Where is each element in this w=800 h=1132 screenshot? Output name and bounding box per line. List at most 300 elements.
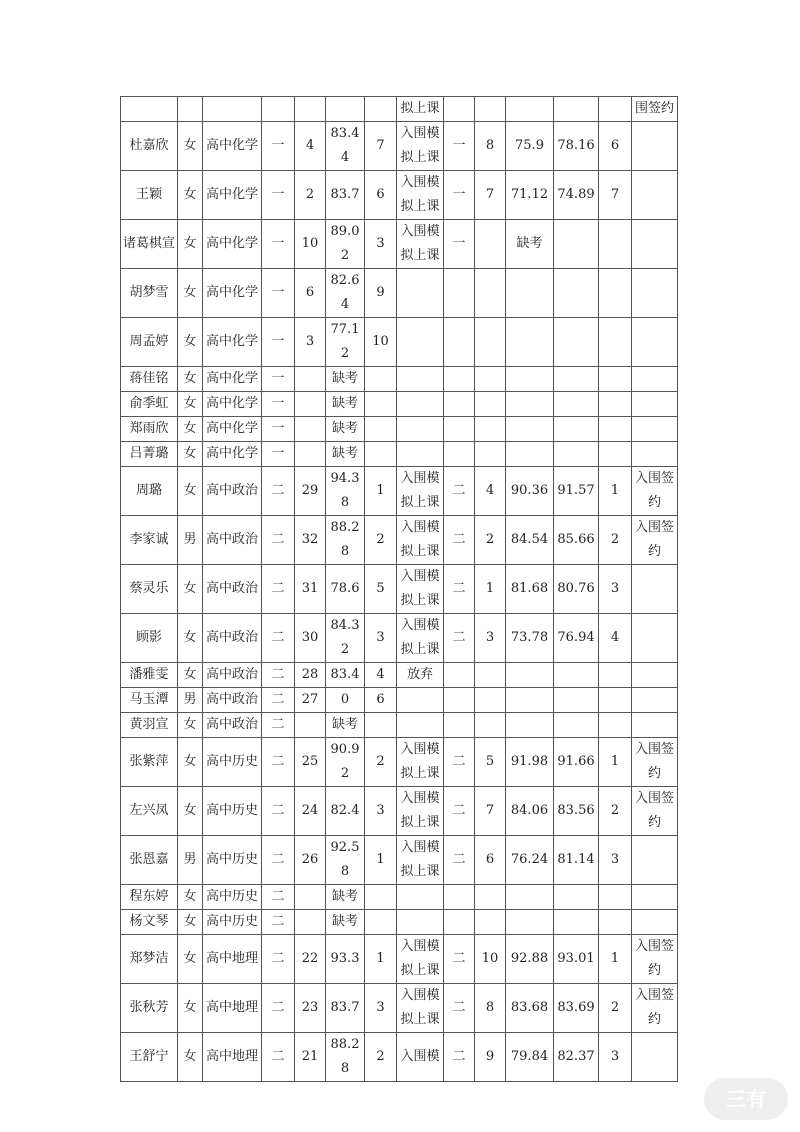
cell-written-score: 缺考: [326, 442, 365, 467]
cell-subject: 高中化学: [203, 171, 262, 220]
cell-written-score: 93.3: [326, 935, 365, 984]
cell-group: 二: [262, 885, 295, 910]
cell-total-score: [554, 688, 599, 713]
cell-name: 张恩嘉: [121, 836, 178, 885]
cell-total-rank: [599, 97, 632, 122]
cell-interview-seq: 8: [475, 122, 506, 171]
cell-total-score: 78.16: [554, 122, 599, 171]
cell-written-rank: 9: [365, 269, 397, 318]
cell-status: 入围模拟上课: [397, 738, 444, 787]
table-row: [121, 910, 678, 935]
cell-total-score: 83.56: [554, 787, 599, 836]
cell-interview-seq: 2: [475, 516, 506, 565]
cell-written-score: 83.7: [326, 984, 365, 1033]
cell-group: 一: [262, 171, 295, 220]
cell-result: [632, 565, 678, 614]
cell-seq: 6: [295, 269, 326, 318]
cell-name: 张秋芳: [121, 984, 178, 1033]
table-row: [121, 738, 678, 787]
cell-interview-seq: [475, 885, 506, 910]
cell-seq: [295, 910, 326, 935]
cell-interview-seq: [475, 367, 506, 392]
cell-interview-seq: 4: [475, 467, 506, 516]
cell-gender: 男: [178, 688, 203, 713]
cell-seq: [295, 442, 326, 467]
cell-total-rank: [599, 688, 632, 713]
cell-seq: [295, 392, 326, 417]
cell-written-rank: 6: [365, 688, 397, 713]
cell-group: 一: [262, 122, 295, 171]
cell-interview-seq: 5: [475, 738, 506, 787]
cell-interview-seq: [475, 220, 506, 269]
cell-interview-group: [444, 663, 475, 688]
cell-gender: 女: [178, 663, 203, 688]
table-row: [121, 663, 678, 688]
cell-interview-score: [506, 269, 554, 318]
cell-result: [632, 663, 678, 688]
cell-written-rank: 1: [365, 836, 397, 885]
cell-name: 蔡灵乐: [121, 565, 178, 614]
cell-interview-score: 81.68: [506, 565, 554, 614]
cell-group: 二: [262, 738, 295, 787]
cell-seq: [295, 885, 326, 910]
cell-subject: 高中政治: [203, 516, 262, 565]
cell-total-score: 76.94: [554, 614, 599, 663]
cell-group: 二: [262, 467, 295, 516]
cell-status: 入围模拟上课: [397, 787, 444, 836]
cell-total-rank: 2: [599, 516, 632, 565]
cell-gender: 女: [178, 910, 203, 935]
cell-interview-score: 71.12: [506, 171, 554, 220]
cell-subject: [203, 97, 262, 122]
cell-interview-seq: [475, 417, 506, 442]
cell-interview-seq: [475, 663, 506, 688]
cell-written-rank: 3: [365, 614, 397, 663]
cell-written-rank: 2: [365, 1033, 397, 1082]
cell-interview-group: 二: [444, 935, 475, 984]
cell-total-rank: 3: [599, 1033, 632, 1082]
cell-written-score: 缺考: [326, 713, 365, 738]
cell-written-score: 83.4: [326, 663, 365, 688]
cell-interview-seq: 7: [475, 787, 506, 836]
cell-interview-group: 二: [444, 467, 475, 516]
table-row: [121, 565, 678, 614]
cell-interview-group: [444, 688, 475, 713]
cell-interview-seq: 10: [475, 935, 506, 984]
cell-written-score: 78.6: [326, 565, 365, 614]
cell-name: 蒋佳铭: [121, 367, 178, 392]
cell-gender: 女: [178, 269, 203, 318]
cell-seq: 31: [295, 565, 326, 614]
cell-written-rank: [365, 367, 397, 392]
table-row: [121, 171, 678, 220]
cell-interview-score: [506, 688, 554, 713]
cell-total-score: [554, 318, 599, 367]
cell-status: 入围模拟上课: [397, 984, 444, 1033]
cell-interview-score: 73.78: [506, 614, 554, 663]
cell-gender: 女: [178, 614, 203, 663]
cell-subject: 高中地理: [203, 935, 262, 984]
cell-written-score: [326, 97, 365, 122]
cell-status: 入围模拟上课: [397, 516, 444, 565]
cell-seq: 2: [295, 171, 326, 220]
cell-total-rank: [599, 220, 632, 269]
cell-total-rank: [599, 713, 632, 738]
cell-total-score: 80.76: [554, 565, 599, 614]
cell-result: [632, 614, 678, 663]
cell-total-score: 81.14: [554, 836, 599, 885]
cell-gender: 女: [178, 171, 203, 220]
cell-name: 李家诚: [121, 516, 178, 565]
cell-interview-score: 90.36: [506, 467, 554, 516]
table-row: [121, 220, 678, 269]
cell-seq: [295, 97, 326, 122]
cell-interview-group: 一: [444, 220, 475, 269]
cell-result: 入围签约: [632, 787, 678, 836]
cell-interview-score: 79.84: [506, 1033, 554, 1082]
cell-interview-group: [444, 885, 475, 910]
cell-seq: 27: [295, 688, 326, 713]
cell-gender: 女: [178, 787, 203, 836]
table-row: [121, 1033, 678, 1082]
cell-gender: 女: [178, 442, 203, 467]
cell-gender: 女: [178, 467, 203, 516]
cell-subject: 高中地理: [203, 984, 262, 1033]
cell-group: 一: [262, 442, 295, 467]
cell-interview-score: 91.98: [506, 738, 554, 787]
cell-interview-seq: [475, 910, 506, 935]
cell-group: [262, 97, 295, 122]
cell-name: 郑雨欣: [121, 417, 178, 442]
cell-name: 诸葛棋宣: [121, 220, 178, 269]
cell-written-score: 88.28: [326, 516, 365, 565]
cell-interview-seq: 8: [475, 984, 506, 1033]
cell-written-score: 92.58: [326, 836, 365, 885]
cell-interview-seq: [475, 97, 506, 122]
cell-status: 入围模拟上课: [397, 171, 444, 220]
cell-total-rank: 6: [599, 122, 632, 171]
cell-result: [632, 171, 678, 220]
cell-group: 二: [262, 688, 295, 713]
cell-interview-group: [444, 269, 475, 318]
cell-gender: 女: [178, 220, 203, 269]
cell-written-score: 90.92: [326, 738, 365, 787]
cell-group: 二: [262, 984, 295, 1033]
table-row: [121, 122, 678, 171]
table-row: [121, 713, 678, 738]
cell-total-score: 83.69: [554, 984, 599, 1033]
results-table: [120, 96, 678, 1082]
cell-interview-group: [444, 442, 475, 467]
cell-subject: 高中历史: [203, 787, 262, 836]
cell-result: [632, 910, 678, 935]
cell-gender: 女: [178, 885, 203, 910]
cell-written-rank: 7: [365, 122, 397, 171]
cell-interview-group: 二: [444, 836, 475, 885]
cell-total-score: [554, 713, 599, 738]
cell-total-rank: 3: [599, 836, 632, 885]
cell-interview-group: 二: [444, 614, 475, 663]
cell-interview-seq: 6: [475, 836, 506, 885]
cell-interview-group: 二: [444, 516, 475, 565]
table-row: [121, 467, 678, 516]
cell-status: 入围模拟上课: [397, 122, 444, 171]
cell-group: 一: [262, 220, 295, 269]
cell-written-rank: 3: [365, 220, 397, 269]
cell-written-rank: 3: [365, 787, 397, 836]
cell-group: 一: [262, 318, 295, 367]
cell-total-rank: 3: [599, 565, 632, 614]
cell-result: [632, 688, 678, 713]
cell-status: [397, 688, 444, 713]
cell-group: 二: [262, 516, 295, 565]
cell-written-rank: 6: [365, 171, 397, 220]
cell-seq: 23: [295, 984, 326, 1033]
cell-interview-seq: 1: [475, 565, 506, 614]
cell-interview-seq: [475, 713, 506, 738]
cell-name: 王舒宁: [121, 1033, 178, 1082]
cell-total-score: [554, 220, 599, 269]
cell-status: [397, 442, 444, 467]
table-row: [121, 935, 678, 984]
cell-group: 二: [262, 935, 295, 984]
cell-written-score: 83.44: [326, 122, 365, 171]
cell-result: [632, 442, 678, 467]
cell-interview-score: 84.06: [506, 787, 554, 836]
cell-group: 二: [262, 713, 295, 738]
table-row: [121, 392, 678, 417]
cell-interview-seq: 7: [475, 171, 506, 220]
cell-subject: 高中政治: [203, 688, 262, 713]
cell-interview-group: 二: [444, 565, 475, 614]
cell-name: 左兴凤: [121, 787, 178, 836]
cell-written-score: 82.64: [326, 269, 365, 318]
table-row: [121, 442, 678, 467]
cell-result: [632, 367, 678, 392]
cell-written-score: 缺考: [326, 910, 365, 935]
cell-written-rank: 2: [365, 738, 397, 787]
cell-interview-seq: [475, 392, 506, 417]
cell-total-rank: [599, 392, 632, 417]
cell-written-rank: 10: [365, 318, 397, 367]
cell-group: 一: [262, 417, 295, 442]
cell-total-rank: [599, 269, 632, 318]
cell-name: 程东婷: [121, 885, 178, 910]
cell-total-rank: [599, 417, 632, 442]
cell-status: 入围模拟上课: [397, 467, 444, 516]
cell-total-score: [554, 269, 599, 318]
cell-subject: 高中化学: [203, 442, 262, 467]
cell-result: 入围签约: [632, 738, 678, 787]
cell-result: 入围签约: [632, 516, 678, 565]
cell-total-score: [554, 910, 599, 935]
cell-name: 周孟婷: [121, 318, 178, 367]
cell-written-rank: 5: [365, 565, 397, 614]
cell-total-rank: 1: [599, 467, 632, 516]
cell-interview-score: 92.88: [506, 935, 554, 984]
cell-interview-group: 二: [444, 787, 475, 836]
cell-status: 入围模拟上课: [397, 565, 444, 614]
cell-gender: 女: [178, 318, 203, 367]
cell-interview-score: [506, 910, 554, 935]
cell-interview-score: [506, 442, 554, 467]
cell-gender: 女: [178, 984, 203, 1033]
cell-group: 二: [262, 614, 295, 663]
cell-result: [632, 122, 678, 171]
cell-written-score: 缺考: [326, 392, 365, 417]
cell-written-rank: [365, 910, 397, 935]
cell-written-score: 89.02: [326, 220, 365, 269]
cell-total-rank: 7: [599, 171, 632, 220]
cell-gender: 女: [178, 122, 203, 171]
table-row: [121, 367, 678, 392]
cell-written-score: 缺考: [326, 417, 365, 442]
cell-group: 二: [262, 787, 295, 836]
cell-name: 杜嘉欣: [121, 122, 178, 171]
cell-group: 二: [262, 565, 295, 614]
cell-interview-group: 一: [444, 122, 475, 171]
cell-seq: 24: [295, 787, 326, 836]
cell-result: [632, 713, 678, 738]
cell-result: 入围签约: [632, 467, 678, 516]
cell-name: 胡梦雪: [121, 269, 178, 318]
cell-status: 入围模拟上课: [397, 614, 444, 663]
cell-subject: 高中政治: [203, 614, 262, 663]
cell-result: [632, 417, 678, 442]
cell-written-score: 94.38: [326, 467, 365, 516]
cell-seq: 10: [295, 220, 326, 269]
table-row: [121, 688, 678, 713]
cell-interview-seq: [475, 442, 506, 467]
cell-seq: 30: [295, 614, 326, 663]
cell-result: [632, 1033, 678, 1082]
cell-group: 二: [262, 663, 295, 688]
cell-status: [397, 269, 444, 318]
cell-status: [397, 318, 444, 367]
cell-interview-group: [444, 367, 475, 392]
cell-status: [397, 885, 444, 910]
cell-interview-group: 二: [444, 984, 475, 1033]
cell-subject: 高中政治: [203, 565, 262, 614]
cell-seq: 21: [295, 1033, 326, 1082]
cell-group: 一: [262, 269, 295, 318]
cell-name: 潘雅雯: [121, 663, 178, 688]
cell-group: 二: [262, 910, 295, 935]
cell-written-rank: 4: [365, 663, 397, 688]
cell-interview-score: [506, 885, 554, 910]
cell-gender: 女: [178, 367, 203, 392]
cell-seq: [295, 417, 326, 442]
cell-total-rank: 1: [599, 738, 632, 787]
cell-total-score: 91.66: [554, 738, 599, 787]
cell-result: [632, 392, 678, 417]
cell-subject: 高中化学: [203, 417, 262, 442]
cell-total-score: [554, 392, 599, 417]
cell-written-rank: [365, 713, 397, 738]
cell-group: 二: [262, 1033, 295, 1082]
cell-status: [397, 417, 444, 442]
cell-interview-score: 缺考: [506, 220, 554, 269]
cell-seq: 28: [295, 663, 326, 688]
cell-result: [632, 318, 678, 367]
cell-written-score: 77.12: [326, 318, 365, 367]
cell-name: 王颖: [121, 171, 178, 220]
cell-total-score: [554, 442, 599, 467]
cell-interview-group: [444, 910, 475, 935]
cell-subject: 高中化学: [203, 318, 262, 367]
cell-interview-group: 二: [444, 1033, 475, 1082]
cell-seq: 29: [295, 467, 326, 516]
cell-gender: 女: [178, 417, 203, 442]
cell-interview-group: [444, 318, 475, 367]
cell-name: 俞季虹: [121, 392, 178, 417]
cell-name: 周璐: [121, 467, 178, 516]
cell-name: [121, 97, 178, 122]
table-row: [121, 614, 678, 663]
cell-total-rank: [599, 442, 632, 467]
cell-interview-seq: 3: [475, 614, 506, 663]
cell-total-score: 93.01: [554, 935, 599, 984]
cell-total-rank: [599, 910, 632, 935]
cell-total-rank: [599, 663, 632, 688]
cell-status: 入围模拟上课: [397, 935, 444, 984]
table-body: [121, 97, 678, 1082]
cell-subject: 高中化学: [203, 392, 262, 417]
cell-total-score: [554, 417, 599, 442]
cell-interview-seq: [475, 318, 506, 367]
cell-status: [397, 367, 444, 392]
cell-interview-group: [444, 417, 475, 442]
cell-seq: 4: [295, 122, 326, 171]
cell-result: 入围签约: [632, 984, 678, 1033]
cell-subject: 高中化学: [203, 220, 262, 269]
cell-interview-score: [506, 417, 554, 442]
cell-written-rank: [365, 885, 397, 910]
cell-written-score: 88.28: [326, 1033, 365, 1082]
cell-written-rank: [365, 442, 397, 467]
cell-gender: 女: [178, 392, 203, 417]
cell-written-score: 82.4: [326, 787, 365, 836]
cell-interview-seq: [475, 269, 506, 318]
cell-total-score: [554, 885, 599, 910]
cell-total-rank: 4: [599, 614, 632, 663]
cell-result: 入围签约: [632, 935, 678, 984]
cell-total-score: [554, 367, 599, 392]
cell-name: 顾影: [121, 614, 178, 663]
cell-status: 入围模拟上课: [397, 220, 444, 269]
cell-status: [397, 910, 444, 935]
cell-name: 黄羽宣: [121, 713, 178, 738]
table-row: [121, 97, 678, 122]
cell-gender: 女: [178, 565, 203, 614]
cell-written-rank: [365, 97, 397, 122]
cell-subject: 高中历史: [203, 836, 262, 885]
cell-subject: 高中化学: [203, 269, 262, 318]
cell-seq: 3: [295, 318, 326, 367]
cell-total-score: [554, 97, 599, 122]
table-row: [121, 318, 678, 367]
table-row: [121, 984, 678, 1033]
cell-gender: 女: [178, 1033, 203, 1082]
cell-total-score: 91.57: [554, 467, 599, 516]
cell-group: 一: [262, 392, 295, 417]
cell-interview-seq: [475, 688, 506, 713]
cell-gender: 男: [178, 516, 203, 565]
cell-interview-score: [506, 663, 554, 688]
cell-subject: 高中历史: [203, 738, 262, 787]
cell-name: 吕菁璐: [121, 442, 178, 467]
cell-status: 放弃: [397, 663, 444, 688]
